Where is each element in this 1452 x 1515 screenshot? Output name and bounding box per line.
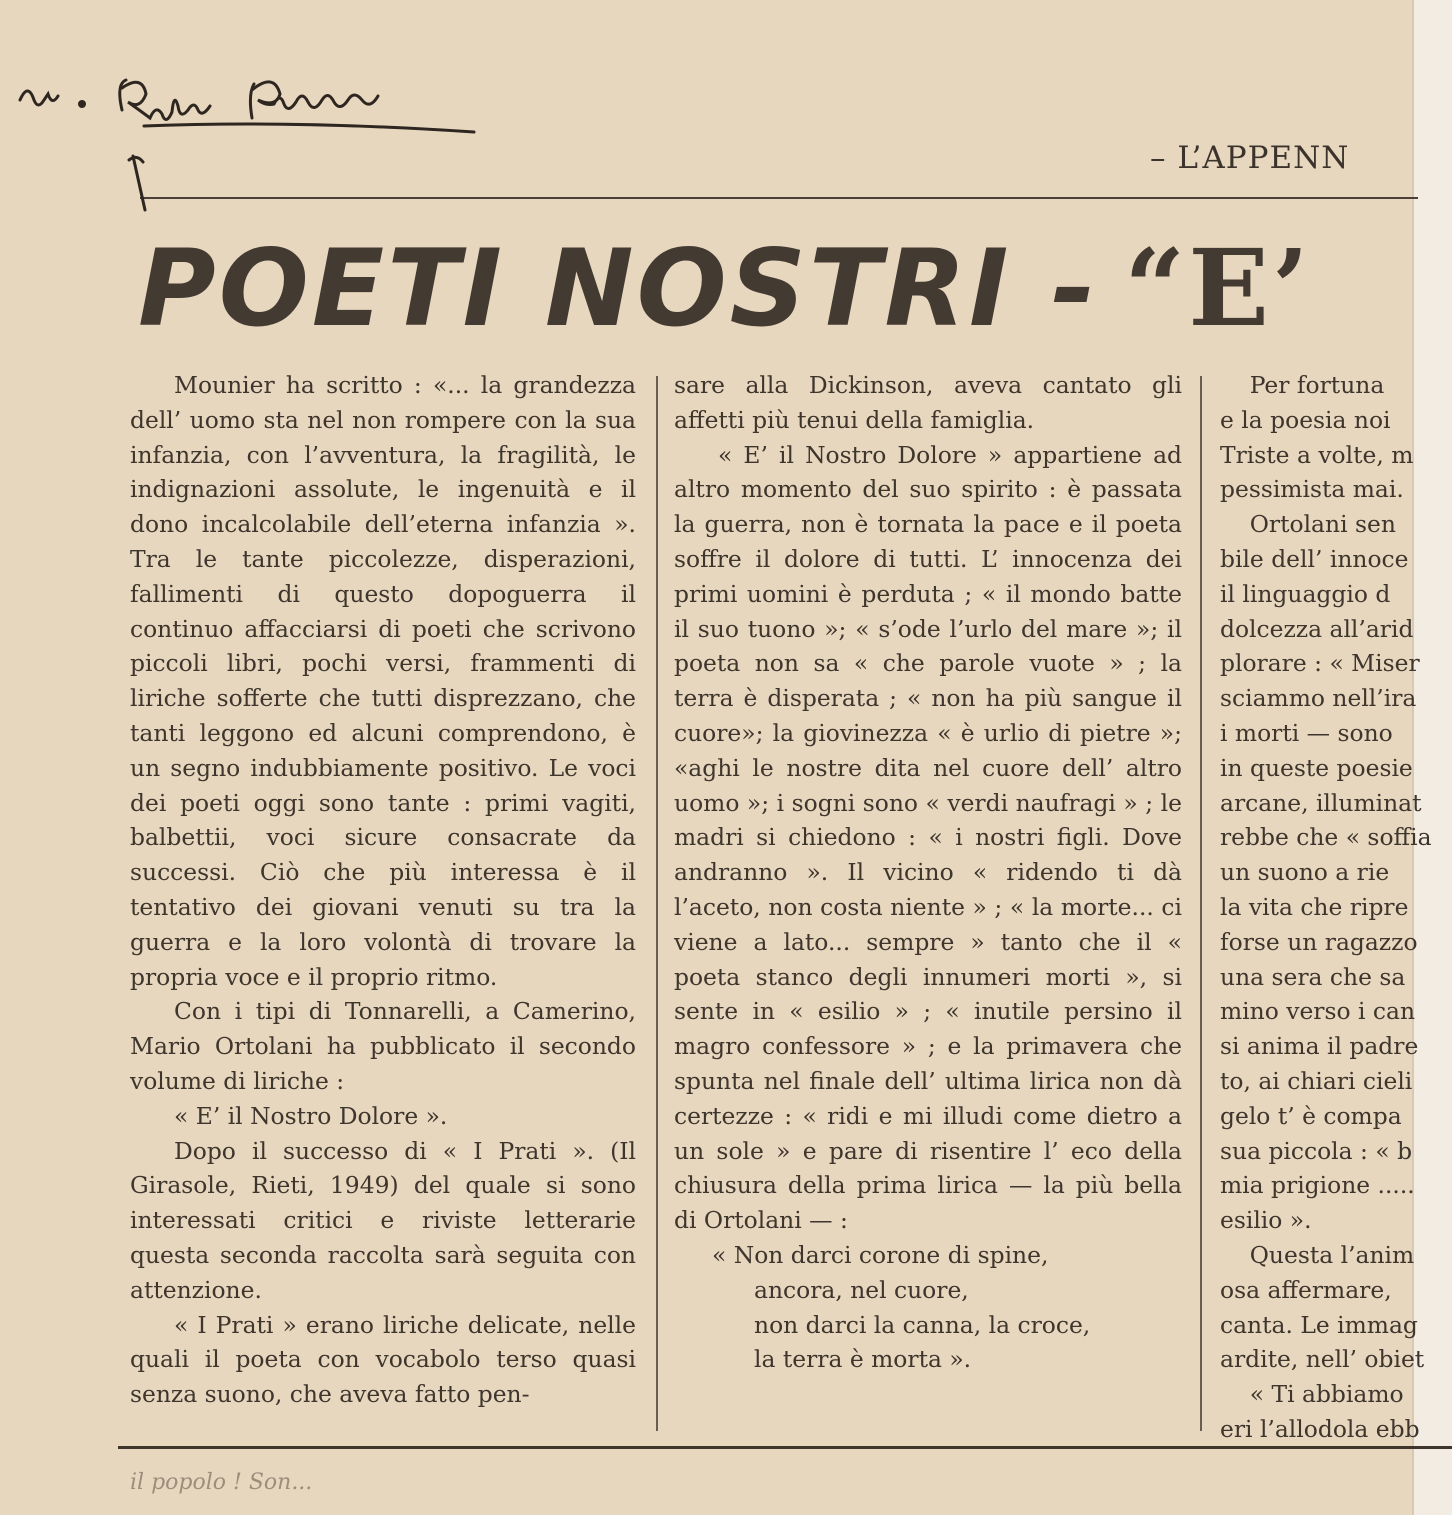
- column1-paragraph: « E’ il Nostro Dolore ».: [174, 1101, 448, 1130]
- headline-main: POETI NOSTRI -: [138, 228, 1099, 348]
- column1-paragraph: Mounier ha scritto : «... la grandezza dell’ uomo sta nel non rompere con la sua infanzia, con l’avventura, la fragilità, le indignazioni assolute, le ingenuità e il dono incalcolabile dell’eterna infanzia ». Tra le tante piccolezze, disperazioni, fallimenti di questo dopoguerra il continuo affacciarsi di poeti che scrivono piccoli libri, pochi versi, frammenti di liriche sofferte che tutti disprezzano, che tanti leggono ed alcuni comprendono, è un segno indubbiamente positivo. Le voci dei poeti oggi sono tante : primi vagiti, balbettii, voci sicure consacrate da successi. Ciò che più interessa è il tentativo dei giovani venuti su tra la guerra e la loro volontà di trovare la propria voce e il proprio ritmo.: [130, 371, 636, 991]
- column2-paragraph: « E’ il Nostro Dolore » appartiene ad altro momento del suo spirito : è passata la guerra, non è tornata la pace e il poeta soffre il dolore di tutti. L’ innocenza dei primi uomini è perduta ; « il mondo batte il suo tuono »; « s’ode l’urlo del mare »; il poeta non sa « che parole vuote » ; la terra è disperata ; « non ha più sangue il cuore»; la giovinezza « è urlio di pietre »; «aghi le nostre dita nel cuore dell’ altro uomo »; i sogni sono « verdi naufragi » ; le madri si chiedono : « i nostri figli. Dove andranno ». Il vicino « ridendo ti dà l’aceto, non costa niente » ; « la morte... ci viene a lato... sempre » tanto che il « poeta stanco degli innumeri morti », si sente in « esilio » ; « inutile persino il magro confessore » ; e la primavera che spunta nel finale dell’ ultima lirica non dà certezze : « ridi e mi illudi come dietro a un sole » e pare di risentire l’ eco della chiusura della prima lirica — la più bella di Ortolani — :: [674, 440, 1182, 1235]
- column3-line: plorare : « Miser: [1220, 649, 1420, 678]
- masthead-title: – L’APPENN: [1150, 140, 1350, 176]
- column2-paragraph: non darci la canna, la croce,: [754, 1310, 1091, 1339]
- column-rule-2: [1200, 376, 1202, 1431]
- column3-line: in queste poesie: [1220, 753, 1413, 782]
- hand-mark-arrow: [125, 150, 165, 220]
- column3-line: esilio ».: [1220, 1206, 1312, 1235]
- column-rule-1: [656, 376, 658, 1431]
- column2-paragraph: « Non darci corone di spine,: [712, 1240, 1049, 1269]
- column3-line: la vita che ripre: [1220, 892, 1409, 921]
- column3-line: una sera che sa: [1220, 962, 1406, 991]
- column1-paragraph: Dopo il successo di « I Prati ». (Il Girasole, Rieti, 1949) del quale si sono interessati critici e riviste letterarie questa seconda raccolta sarà seguita con attenzione.: [130, 1136, 636, 1304]
- column3-line: « Ti abbiamo: [1220, 1380, 1404, 1409]
- column3-line: canta. Le immag: [1220, 1310, 1418, 1339]
- column3-line: un suono a rie: [1220, 858, 1390, 887]
- column3-line: pessimista mai.: [1220, 475, 1404, 504]
- column1-paragraph: « I Prati » erano liriche delicate, nelle quali il poeta con vocabolo terso quasi senza suono, che aveva fatto pen-: [130, 1310, 636, 1409]
- column2-paragraph: la terra è morta ».: [754, 1345, 972, 1374]
- column2-paragraph: sare alla Dickinson, aveva cantato gli affetti più tenui della famiglia.: [674, 371, 1182, 434]
- column1-paragraph: Con i tipi di Tonnarelli, a Camerino, Mario Ortolani ha pubblicato il secondo volume di liriche :: [130, 997, 636, 1095]
- column3-line: ardite, nell’ obiet: [1220, 1345, 1425, 1374]
- column3-line: bile dell’ innoce: [1220, 544, 1409, 573]
- column3-line: Ortolani sen: [1220, 510, 1396, 539]
- column3-line: Questa l’anim: [1220, 1240, 1415, 1269]
- column2-paragraph: ancora, nel cuore,: [754, 1275, 969, 1304]
- next-article-fragment: il popolo ! Son...: [130, 1470, 313, 1495]
- article-column-1: [130, 368, 636, 1412]
- bottom-rule: [118, 1446, 1452, 1449]
- article-column-2: [674, 368, 1182, 1377]
- column3-line: rebbe che « soffia: [1220, 823, 1432, 852]
- column3-line: Per fortuna: [1220, 371, 1385, 399]
- top-rule: [140, 197, 1418, 199]
- column3-line: mia prigione .....: [1220, 1171, 1415, 1200]
- column3-line: il linguaggio d: [1220, 579, 1391, 608]
- column3-line: e la poesia noi: [1220, 405, 1391, 434]
- article-column-3: [1220, 368, 1452, 1447]
- column3-line: sciammo nell’ira: [1220, 684, 1417, 713]
- column3-line: sua piccola : « b: [1220, 1136, 1413, 1165]
- handwritten-annotation: [14, 70, 484, 150]
- headline: [138, 228, 1418, 348]
- column3-line: si anima il padre: [1220, 1032, 1419, 1061]
- column3-line: dolcezza all’arid: [1220, 614, 1414, 643]
- column3-line: eri l’allodola ebb: [1220, 1414, 1420, 1443]
- column3-line: gelo t’ è compa: [1220, 1101, 1402, 1130]
- column3-line: mino verso i can: [1220, 997, 1416, 1026]
- headline-quote: “E’: [1124, 228, 1312, 348]
- column3-line: arcane, illuminat: [1220, 788, 1422, 817]
- column3-line: osa affermare,: [1220, 1275, 1392, 1304]
- column3-line: Triste a volte, m: [1220, 440, 1414, 469]
- column3-line: i morti — sono: [1220, 718, 1393, 747]
- column3-line: forse un ragazzo: [1220, 927, 1418, 956]
- column3-line: to, ai chiari cieli: [1220, 1066, 1413, 1095]
